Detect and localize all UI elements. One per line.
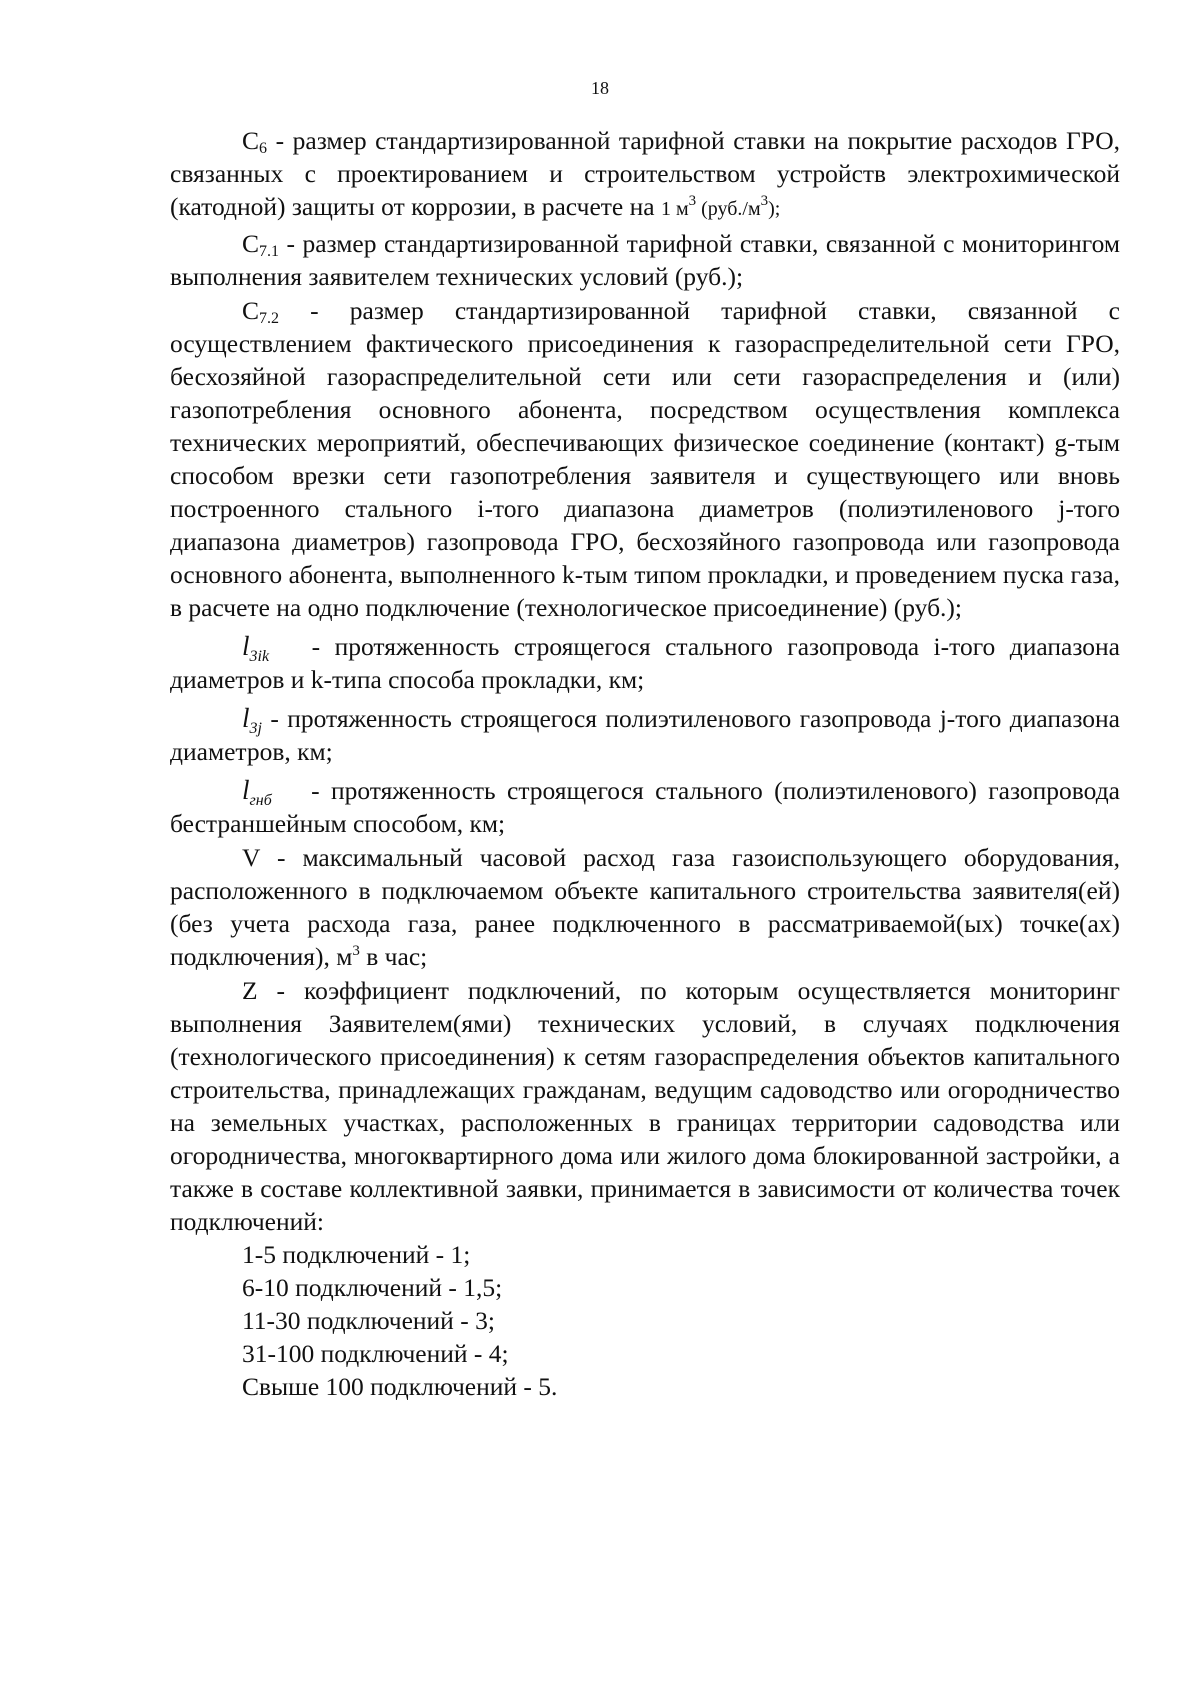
definition-z-text: - коэффициент подключений, по которым осуществляется мониторинг выполнения Заявителем(ями) технических условий, в случаях подключения (технологического присоединения) к сетям газораспределения объектов капитального строительства, принадлежащих гражданам, ведущим садоводство или огородничество на земельных участках, расположенных в границах территории садоводства или огородничества, многоквартирного дома или жилого дома блокированной застройки, а также в составе коллективной заявки, принимается в зависимости от количества точек подключений: bbox=[170, 976, 1120, 1236]
symbol-v: V bbox=[242, 843, 260, 872]
definition-l3ik-text: - протяженность строящегося стального газопровода i-того диапазона диаметров и k-типа способа прокладки, км; bbox=[170, 632, 1120, 694]
symbol-l3j: $l_{3j}$ bbox=[242, 703, 262, 737]
definition-c6-text: - размер стандартизированной тарифной ставки на покрытие расходов ГРО, связанных с проектированием и строительством устройств электрохимической (катодной) защиты от коррозии, в расчете на bbox=[170, 126, 1120, 221]
symbol-c6: $C_6$ bbox=[242, 126, 268, 157]
definition-c72-text: - размер стандартизированной тарифной ставки, связанной с осуществлением фактического присоединения к газораспределительной сети ГРО, бесхозяйной газораспределительной сети или сети газораспределения и (или) газопотребления основного абонента, посредством осуществления комплекса технических мероприятий, обеспечивающих физическое соединение (контакт) g-тым способом врезки сети газопотребления заявителя и существующего или вновь построенного стального i-того диапазона диаметров (полиэтиленового j-того диапазона диаметров) газопровода ГРО, бесхозяйного газопровода или газопровода основного абонента, выполненного k-тым типом прокладки, и проведением пуска газа, в расчете на одно подключение (технологическое присоединение) (руб.); bbox=[170, 296, 1120, 622]
symbol-c72: $C_{7.2}$ bbox=[242, 296, 280, 327]
symbol-lgnb: $l_{гнб}$ bbox=[242, 775, 272, 809]
unit-c6: 1 $м^3$ $(руб./м^3)$; bbox=[660, 193, 781, 220]
document-body bbox=[170, 124, 1120, 1403]
definition-c71 bbox=[170, 227, 1120, 293]
definition-l3j-text: - протяженность строящегося полиэтиленового газопровода j-того диапазона диаметров, км; bbox=[170, 704, 1120, 766]
definition-l3j bbox=[170, 702, 1120, 768]
symbol-l3ik: $l_{3ik}$ bbox=[242, 631, 270, 665]
page-number: 18 bbox=[591, 78, 609, 98]
coefficient-item: 11-30 подключений - 3; bbox=[242, 1306, 495, 1335]
symbol-z: Z bbox=[242, 976, 258, 1005]
definition-v bbox=[170, 841, 1120, 973]
definition-lgnb-text: - протяженность строящегося стального (полиэтиленового) газопровода бестраншейным способом, км; bbox=[170, 776, 1120, 838]
coefficient-item: 6-10 подключений - 1,5; bbox=[242, 1273, 503, 1302]
coefficient-item: 31-100 подключений - 4; bbox=[242, 1339, 509, 1368]
definition-lgnb bbox=[170, 774, 1120, 840]
symbol-c71: $C_{7.1}$ bbox=[242, 229, 280, 260]
unit-v: $м^3$ в час; bbox=[336, 942, 428, 971]
definition-c6 bbox=[170, 124, 1120, 226]
coefficient-item: Свыше 100 подключений - 5. bbox=[242, 1372, 558, 1401]
definition-l3ik bbox=[170, 630, 1120, 696]
coefficient-item: 1-5 подключений - 1; bbox=[242, 1240, 471, 1269]
definition-z bbox=[170, 974, 1120, 1238]
definition-c71-text: - размер стандартизированной тарифной ставки, связанной с мониторингом выполнения заявителем технических условий (руб.); bbox=[170, 229, 1120, 291]
definition-c72 bbox=[170, 294, 1120, 624]
definition-v-text: - максимальный часовой расход газа газоиспользующего оборудования, расположенного в подключаемом объекте капитального строительства заявителя(ей) (без учета расхода газа, ранее подключенного в рассматриваемой(ых) точке(ах) подключения), bbox=[170, 843, 1120, 971]
